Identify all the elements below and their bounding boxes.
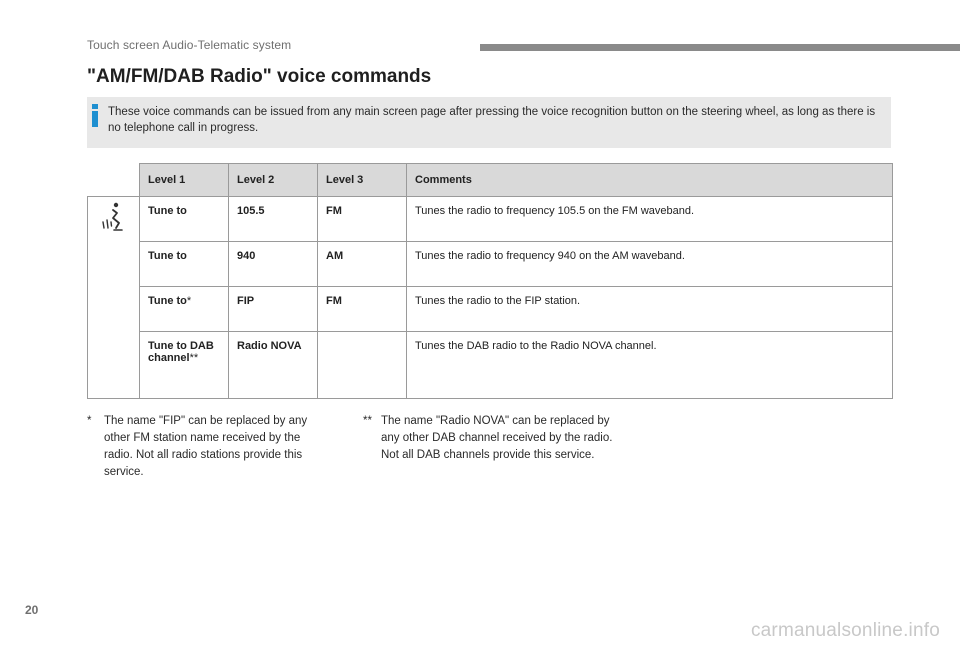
row2-level2: 940 — [229, 242, 318, 287]
row2-level3: AM — [318, 242, 407, 287]
header-title: Touch screen Audio-Telematic system — [87, 38, 292, 52]
table-row — [88, 287, 893, 332]
footnote-text: The name "Radio NOVA" can be replaced by any other DAB channel received by the radio. Not all DAB channels provide this service. — [381, 415, 613, 461]
row4-level3 — [318, 332, 407, 399]
row1-level3: FM — [318, 197, 407, 242]
footnote-single-star — [87, 413, 327, 481]
voice-command-icon — [100, 201, 128, 235]
footnote-mark: * — [87, 415, 92, 427]
table-header-comments: Comments — [407, 164, 893, 197]
footnote-text: The name "FIP" can be replaced by any other FM station name received by the radio. Not all radio stations provide this service. — [104, 415, 308, 478]
table-row — [88, 332, 893, 399]
row2-level1: Tune to — [140, 242, 229, 287]
row2-comment: Tunes the radio to frequency 940 on the AM waveband. — [407, 242, 893, 287]
header-bar — [480, 44, 960, 51]
row3-level3: FM — [318, 287, 407, 332]
table-header-level3: Level 3 — [318, 164, 407, 197]
row1-comment: Tunes the radio to frequency 105.5 on the FM waveband. — [407, 197, 893, 242]
table-header-row — [88, 164, 893, 197]
page-number: 20 — [25, 603, 39, 617]
info-text: These voice commands can be issued from any main screen page after pressing the voice recognition button on the steering wheel, as long as there is no telephone call in progress. — [108, 106, 876, 134]
row3-level2: FIP — [229, 287, 318, 332]
row4-level2: Radio NOVA — [229, 332, 318, 399]
row3-level1: Tune to — [148, 295, 187, 307]
row3-level1-mark: * — [186, 295, 192, 307]
row1-level2: 105.5 — [229, 197, 318, 242]
row3-comment: Tunes the radio to the FIP station. — [407, 287, 893, 332]
watermark: carmanualsonline.info — [750, 620, 940, 641]
table-row — [88, 242, 893, 287]
info-box — [87, 97, 891, 148]
footnote-mark: ** — [363, 415, 372, 427]
table-row — [88, 197, 893, 242]
footnote-double-star — [363, 413, 613, 464]
table-header-level2: Level 2 — [229, 164, 318, 197]
voice-icon-cell — [88, 197, 140, 399]
row4-level1-mark: ** — [189, 352, 199, 364]
table-header-level1: Level 1 — [140, 164, 229, 197]
table-header-blank — [88, 164, 140, 197]
row1-level1: Tune to — [140, 197, 229, 242]
row4-level1: Tune to DAB channel — [148, 340, 214, 364]
info-icon — [90, 104, 100, 126]
row3-level1-cell — [140, 287, 229, 332]
row4-comment: Tunes the DAB radio to the Radio NOVA channel. — [407, 332, 893, 399]
voice-commands-table — [87, 163, 893, 399]
page-title: "AM/FM/DAB Radio" voice commands — [87, 66, 432, 87]
row4-level1-cell — [140, 332, 229, 399]
